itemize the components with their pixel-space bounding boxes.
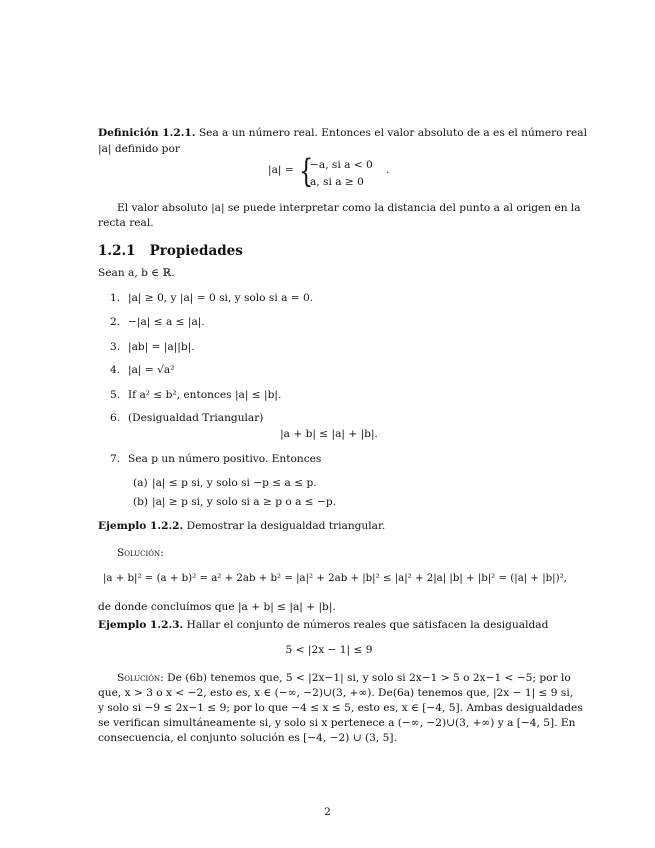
section-heading [98, 243, 560, 259]
section-title: Propiedades [149, 243, 243, 259]
example-1-text: Demostrar la desigualdad triangular. [183, 520, 386, 532]
example-2-solution-line-4: se verifican simultáneamente si, y solo si x pertenece a (−∞, −2)∪(3, +∞) y a [−4, 5]. En [98, 717, 576, 729]
definition-text: Sea a un número real. Entonces el valor absoluto de a es el número real [195, 127, 587, 139]
property-item: |a| ≥ 0, y |a| = 0 si, y solo si a = 0. [128, 292, 314, 304]
case-negative: −a, si a < 0 [310, 159, 373, 171]
property-number: 3. [110, 341, 121, 353]
sub-item-number: (a) [133, 477, 148, 489]
property-item: |a| = √a² [128, 364, 175, 376]
property-number: 6. [110, 412, 121, 424]
property-number: 2. [110, 316, 121, 328]
solution-1-label: Solución: [117, 547, 164, 559]
intro-line: Sean a, b ∈ ℝ. [98, 267, 175, 279]
example-1-label: Ejemplo 1.2.2. [98, 520, 184, 532]
case-positive: a, si a ≥ 0 [310, 176, 364, 188]
example-2-label: Ejemplo 1.2.3. [98, 619, 184, 631]
interpretation-line-1: El valor absoluto |a| se puede interpretar como la distancia del punto a al origen en la [117, 202, 581, 214]
example-1-conclusion: de donde concluímos que |a + b| ≤ |a| + |b|. [98, 601, 336, 613]
example-2-line [98, 617, 560, 633]
definition-line-1 [98, 125, 587, 141]
example-2-solution-line-3: y solo si −9 ≤ 2x−1 ≤ 9; por lo que −4 ≤ x ≤ 5, esto es, x ∈ [−4, 5]. Ambas desigualdades [98, 702, 583, 714]
property-item: Sea p un número positivo. Entonces [128, 453, 322, 465]
cases-brace: { [299, 152, 314, 190]
interpretation-line-2: recta real. [98, 217, 154, 229]
example-2-text: Hallar el conjunto de números reales que satisfacen la desigualdad [183, 619, 549, 631]
abs-lhs: |a| = [268, 164, 294, 176]
definition-line-2: |a| definido por [98, 143, 180, 155]
property-item: −|a| ≤ a ≤ |a|. [128, 316, 205, 328]
property-number: 7. [110, 453, 121, 465]
solution-2-label: Solución: [117, 672, 164, 684]
example-2-solution-line-1 [117, 670, 571, 686]
example-1-line [98, 518, 560, 534]
property-item: (Desigualdad Triangular) [128, 412, 264, 424]
page-number: 2 [324, 806, 331, 818]
sub-item: |a| ≥ p si, y solo si a ≥ p o a ≤ −p. [152, 496, 337, 508]
triangular-equation: |a + b| ≤ |a| + |b|. [280, 428, 378, 440]
example-2-solution-line-2: que, x > 3 o x < −2, esto es, x ∈ (−∞, −2)∪(3, +∞). De(6a) tenemos que, |2x − 1| ≤ 9 si, [98, 687, 574, 699]
definition-label: Definición 1.2.1. [98, 127, 196, 139]
example-1-equation: |a + b|² = (a + b)² = a² + 2ab + b² = |a|² + 2ab + |b|² ≤ |a|² + 2|a| |b| + |b|² = (|a| + |b|)², [103, 573, 567, 584]
property-item: |ab| = |a||b|. [128, 341, 195, 353]
property-number: 5. [110, 389, 121, 401]
solution-2-text: De (6b) tenemos que, 5 < |2x−1| si, y solo si 2x−1 > 5 o 2x−1 < −5; por lo [163, 672, 571, 684]
property-item: If a² ≤ b², entonces |a| ≤ |b|. [128, 389, 282, 401]
section-number: 1.2.1 [98, 243, 136, 259]
property-number: 1. [110, 292, 121, 304]
example-2-equation: 5 < |2x − 1| ≤ 9 [285, 644, 373, 656]
sub-item: |a| ≤ p si, y solo si −p ≤ a ≤ p. [152, 477, 317, 489]
example-2-solution-line-5: consecuencia, el conjunto solución es [−4, −2) ∪ (3, 5]. [98, 732, 397, 744]
sub-item-number: (b) [133, 496, 149, 508]
definition-trail: . [386, 164, 390, 176]
property-number: 4. [110, 364, 121, 376]
